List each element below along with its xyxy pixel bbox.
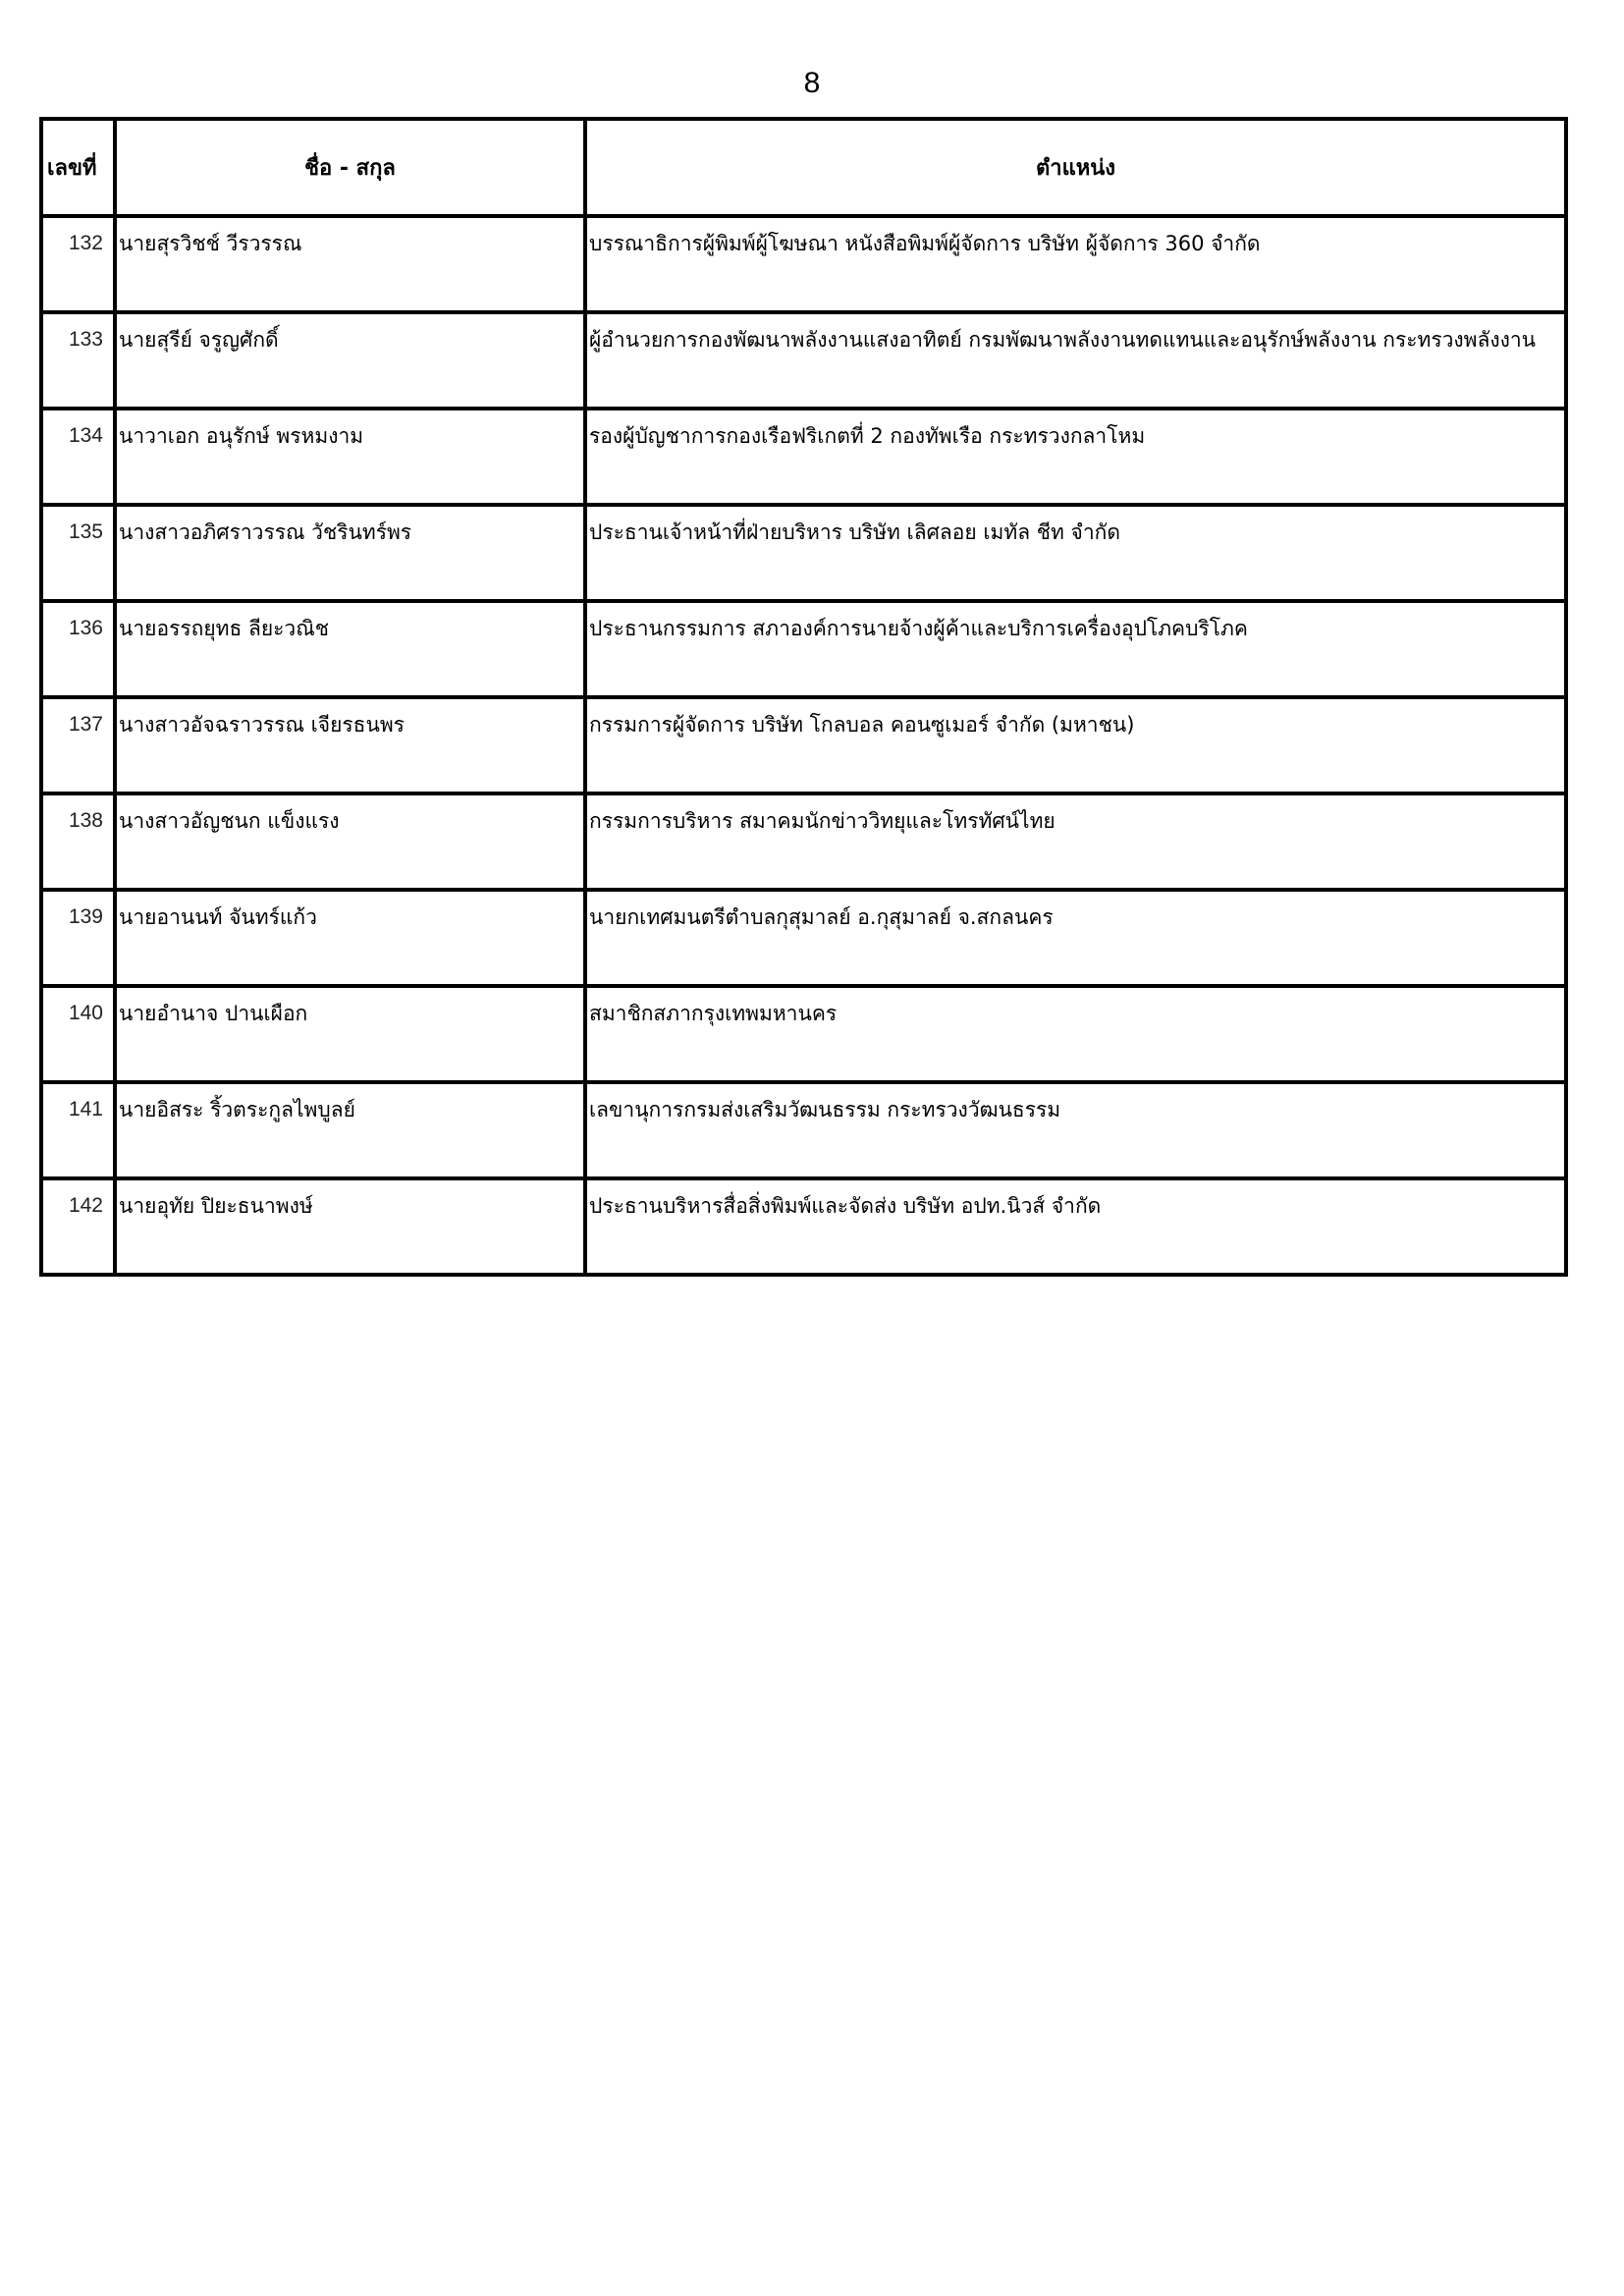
table-row xyxy=(41,890,1566,986)
table-row xyxy=(41,505,1566,601)
cell-name: นางสาวอัญชนก แข็งแรง xyxy=(115,793,585,890)
cell-position: กรรมการบริหาร สมาคมนักข่าววิทยุและโทรทัศน์ไทย xyxy=(585,793,1566,890)
cell-position: ประธานเจ้าหน้าที่ฝ่ายบริหาร บริษัท เลิศลอย เมทัล ชีท จำกัด xyxy=(585,505,1566,601)
table-row xyxy=(41,216,1566,312)
cell-name: นายสุรวิชช์ วีรวรรณ xyxy=(115,216,585,312)
cell-no: 135 xyxy=(41,505,115,601)
cell-no: 140 xyxy=(41,986,115,1082)
cell-position: รองผู้บัญชาการกองเรือฟริเกตที่ 2 กองทัพเรือ กระทรวงกลาโหม xyxy=(585,409,1566,505)
cell-no: 141 xyxy=(41,1082,115,1178)
cell-name: นายอานนท์ จันทร์แก้ว xyxy=(115,890,585,986)
cell-position: กรรมการผู้จัดการ บริษัท โกลบอล คอนซูเมอร์ จำกัด (มหาชน) xyxy=(585,697,1566,793)
cell-position: บรรณาธิการผู้พิมพ์ผู้โฆษณา หนังสือพิมพ์ผู้จัดการ บริษัท ผู้จัดการ 360 จำกัด xyxy=(585,216,1566,312)
header-no: เลขที่ xyxy=(41,119,115,216)
page-number: 8 xyxy=(803,67,821,99)
table-row xyxy=(41,793,1566,890)
cell-name: นายอำนาจ ปานเผือก xyxy=(115,986,585,1082)
cell-name: นายอุทัย ปิยะธนาพงษ์ xyxy=(115,1178,585,1275)
roster-table xyxy=(39,117,1568,1277)
table-row xyxy=(41,601,1566,697)
cell-position: นายกเทศมนตรีตำบลกุสุมาลย์ อ.กุสุมาลย์ จ.สกลนคร xyxy=(585,890,1566,986)
cell-name: นางสาวอัจฉราวรรณ เจียรธนพร xyxy=(115,697,585,793)
table-row xyxy=(41,409,1566,505)
header-name: ชื่อ - สกุล xyxy=(115,119,585,216)
cell-name: นายสุรีย์ จรูญศักดิ์ xyxy=(115,312,585,409)
cell-position: ประธานบริหารสื่อสิ่งพิมพ์และจัดส่ง บริษัท อปท.นิวส์ จำกัด xyxy=(585,1178,1566,1275)
cell-position: สมาชิกสภากรุงเทพมหานคร xyxy=(585,986,1566,1082)
cell-name: นายอิสระ ริ้วตระกูลไพบูลย์ xyxy=(115,1082,585,1178)
cell-no: 137 xyxy=(41,697,115,793)
header-position: ตำแหน่ง xyxy=(585,119,1566,216)
cell-no: 133 xyxy=(41,312,115,409)
table-row xyxy=(41,1082,1566,1178)
table-row xyxy=(41,697,1566,793)
table-row xyxy=(41,1178,1566,1275)
cell-no: 132 xyxy=(41,216,115,312)
table-header-row xyxy=(41,119,1566,216)
cell-no: 138 xyxy=(41,793,115,890)
cell-no: 139 xyxy=(41,890,115,986)
table-row xyxy=(41,986,1566,1082)
cell-no: 136 xyxy=(41,601,115,697)
cell-name: นาวาเอก อนุรักษ์ พรหมงาม xyxy=(115,409,585,505)
cell-name: นางสาวอภิศราวรรณ วัชรินทร์พร xyxy=(115,505,585,601)
cell-position: เลขานุการกรมส่งเสริมวัฒนธรรม กระทรวงวัฒนธรรม xyxy=(585,1082,1566,1178)
cell-position: ผู้อำนวยการกองพัฒนาพลังงานแสงอาทิตย์ กรมพัฒนาพลังงานทดแทนและอนุรักษ์พลังงาน กระทรวงพลังงาน xyxy=(585,312,1566,409)
table-row xyxy=(41,312,1566,409)
cell-name: นายอรรถยุทธ ลียะวณิช xyxy=(115,601,585,697)
cell-no: 142 xyxy=(41,1178,115,1275)
cell-position: ประธานกรรมการ สภาองค์การนายจ้างผู้ค้าและบริการเครื่องอุปโภคบริโภค xyxy=(585,601,1566,697)
cell-no: 134 xyxy=(41,409,115,505)
